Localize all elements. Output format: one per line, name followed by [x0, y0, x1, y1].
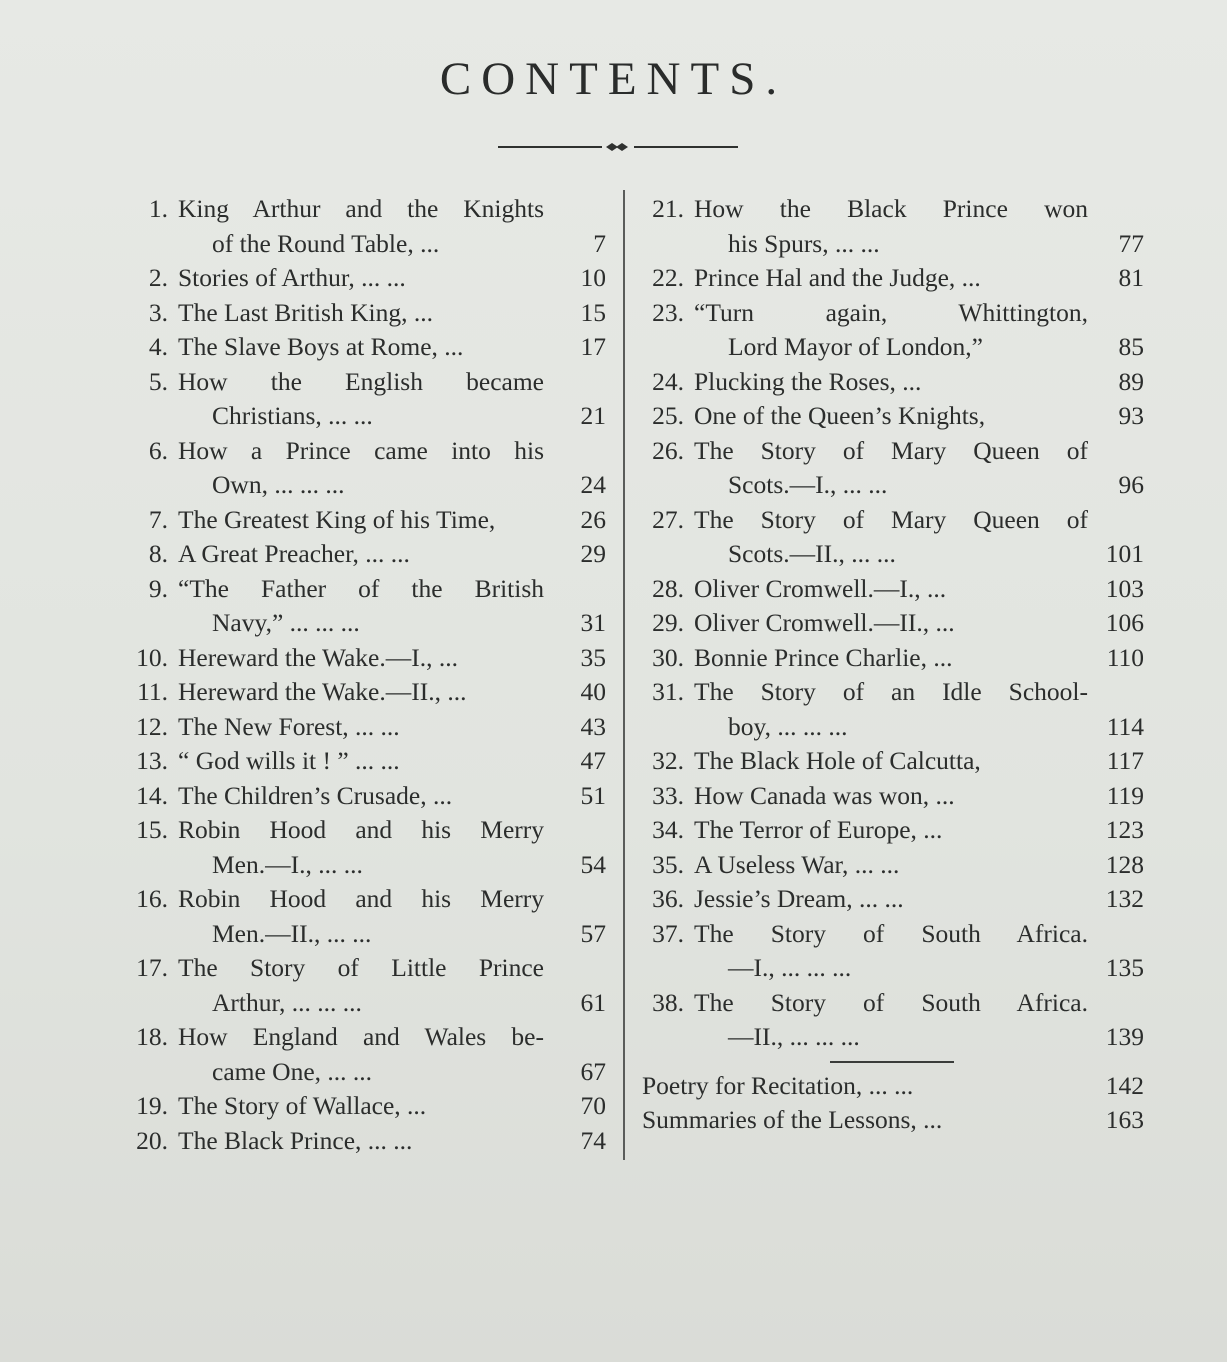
entry-page-number: 26	[580, 504, 606, 534]
page-title: CONTENTS.	[439, 53, 788, 105]
entry-page-number: 31	[580, 608, 606, 637]
toc-entry	[632, 986, 1144, 1055]
entry-page-number: 135	[1105, 953, 1144, 982]
entry-title-line: How a Prince came into his	[178, 435, 544, 465]
entry-page-number: 110	[1106, 642, 1144, 672]
entry-number: 35.	[652, 849, 684, 879]
entry-number: 14.	[136, 780, 168, 810]
entry-page-number: 51	[580, 780, 606, 810]
entry-number: 34.	[652, 815, 684, 844]
toc-entry	[112, 779, 606, 814]
toc-entry	[112, 330, 606, 365]
toc-entry	[112, 537, 606, 572]
entry-number: 27.	[652, 504, 684, 534]
entry-page-number: 81	[1118, 263, 1144, 292]
entry-page-number: 21	[580, 401, 606, 430]
entry-number: 16.	[136, 884, 168, 913]
entry-title-line: The Story of Wallace, ...	[178, 1091, 427, 1120]
entry-title-line: The Story of Mary Queen of	[694, 504, 1088, 534]
entry-page-number: 29	[580, 539, 606, 568]
entry-page-number: 54	[580, 849, 606, 879]
entry-title-line: Poetry for Recitation, ... ...	[642, 1070, 914, 1100]
entry-title-line: his Spurs, ... ...	[728, 228, 880, 258]
entry-number: 1.	[148, 194, 168, 223]
entry-page-number: 74	[580, 1125, 606, 1155]
toc-entry	[632, 192, 1144, 261]
entry-number: 33.	[652, 780, 684, 810]
entry-page-number: 10	[580, 263, 606, 292]
entry-page-number: 24	[580, 470, 606, 499]
entry-title-line: How England and Wales be-	[178, 1022, 544, 1051]
entry-number: 3.	[148, 297, 168, 327]
toc-entry	[112, 710, 606, 745]
contents-right-column	[632, 192, 1144, 1138]
entry-page-number: 67	[580, 1056, 606, 1086]
entry-page-number: 128	[1105, 849, 1144, 879]
entry-title-line: of the Round Table, ...	[212, 228, 440, 258]
entry-title-line: How the Black Prince won	[694, 194, 1088, 223]
entry-page-number: 163	[1105, 1105, 1144, 1134]
ornament-divider-icon	[498, 140, 738, 154]
toc-entry	[112, 572, 606, 641]
entry-page-number: 17	[580, 332, 606, 361]
entry-title-line: The Black Prince, ... ...	[178, 1125, 413, 1155]
entry-page-number: 119	[1106, 780, 1144, 810]
entry-title-line: The Last British King, ...	[178, 297, 433, 327]
toc-entry	[632, 503, 1144, 572]
entry-number: 24.	[652, 366, 684, 396]
entry-number: 32.	[652, 746, 684, 775]
entry-page-number: 142	[1105, 1070, 1144, 1100]
entry-title-line: Own, ... ... ...	[212, 470, 345, 499]
entry-number: 15.	[136, 815, 168, 844]
entry-title-line: The Children’s Crusade, ...	[178, 780, 453, 810]
entry-page-number: 103	[1105, 573, 1144, 603]
entry-title-line: Prince Hal and the Judge, ...	[694, 263, 981, 292]
entry-number: 30.	[652, 642, 684, 672]
entry-title-line: Scots.—I., ... ...	[728, 470, 888, 499]
toc-entry	[632, 434, 1144, 503]
entry-number: 17.	[136, 953, 168, 982]
entry-number: 18.	[136, 1022, 168, 1051]
entry-number: 22.	[652, 263, 684, 292]
entry-page-number: 70	[580, 1091, 606, 1120]
entry-page-number: 132	[1105, 884, 1144, 913]
entry-title-line: Oliver Cromwell.—II., ...	[694, 608, 955, 637]
toc-entry	[632, 606, 1144, 641]
toc-entry	[632, 399, 1144, 434]
entry-title-line: “The Father of the British	[178, 573, 544, 603]
entry-title-line: The Terror of Europe, ...	[694, 815, 943, 844]
entry-number: 19.	[136, 1091, 168, 1120]
column-divider	[623, 190, 625, 1160]
entry-page-number: 35	[580, 642, 606, 672]
entry-title-line: Jessie’s Dream, ... ...	[694, 884, 904, 913]
toc-entry	[632, 365, 1144, 400]
entry-title-line: came One, ... ...	[212, 1056, 373, 1086]
entry-number: 6.	[148, 435, 168, 465]
entry-number: 5.	[148, 366, 168, 396]
toc-entry	[112, 641, 606, 676]
entry-title-line: Lord Mayor of London,”	[728, 332, 983, 361]
entry-number: 26.	[652, 435, 684, 465]
entry-title-line: Hereward the Wake.—I., ...	[178, 642, 458, 672]
toc-entry	[112, 434, 606, 503]
entry-title-line: —II., ... ... ...	[728, 1022, 860, 1051]
entry-number: 13.	[136, 746, 168, 775]
entry-page-number: 77	[1118, 228, 1144, 258]
entry-title-line: Bonnie Prince Charlie, ...	[694, 642, 953, 672]
entry-number: 12.	[136, 711, 168, 741]
entry-number: 11.	[137, 677, 168, 706]
entry-title-line: Robin Hood and his Merry	[178, 815, 544, 844]
entry-title-line: A Great Preacher, ... ...	[178, 539, 410, 568]
entry-page-number: 40	[580, 677, 606, 706]
toc-entry	[632, 813, 1144, 848]
entry-number: 29.	[652, 608, 684, 637]
entry-title-line: King Arthur and the Knights	[178, 194, 544, 223]
entry-page-number: 15	[580, 297, 606, 327]
toc-entry	[112, 261, 606, 296]
entry-title-line: One of the Queen’s Knights,	[694, 401, 986, 430]
toc-entry	[632, 641, 1144, 676]
entry-title-line: How Canada was won, ...	[694, 780, 955, 810]
entry-number: 36.	[652, 884, 684, 913]
toc-entry	[632, 779, 1144, 814]
entry-number: 10.	[136, 642, 168, 672]
toc-entry	[632, 1069, 1144, 1104]
toc-entry	[632, 917, 1144, 986]
entry-page-number: 61	[580, 987, 606, 1017]
entry-title-line: The Black Hole of Calcutta,	[694, 746, 981, 775]
entry-title-line: Christians, ... ...	[212, 401, 373, 430]
toc-entry	[112, 882, 606, 951]
toc-entry	[632, 296, 1144, 365]
entry-page-number: 43	[580, 711, 606, 741]
entry-number: 38.	[652, 987, 684, 1017]
entry-title-line: Arthur, ... ... ...	[212, 987, 362, 1017]
entry-number: 4.	[148, 332, 168, 361]
entry-title-line: Scots.—II., ... ...	[728, 539, 896, 568]
entry-page-number: 139	[1105, 1022, 1144, 1051]
entry-page-number: 85	[1118, 332, 1144, 361]
entry-page-number: 89	[1118, 366, 1144, 396]
entry-title-line: The Story of South Africa.	[694, 918, 1088, 948]
toc-entry	[632, 261, 1144, 296]
entry-title-line: “ God wills it ! ” ... ...	[178, 746, 400, 775]
entry-number: 7.	[148, 504, 168, 534]
toc-entry	[632, 848, 1144, 883]
section-rule	[830, 1061, 954, 1063]
entry-title-line: Stories of Arthur, ... ...	[178, 263, 406, 292]
entry-title-line: Hereward the Wake.—II., ...	[178, 677, 467, 706]
entry-title-line: “Turn again, Whittington,	[694, 297, 1088, 327]
toc-entry	[112, 365, 606, 434]
toc-entry	[112, 1089, 606, 1124]
entry-title-line: boy, ... ... ...	[728, 711, 848, 741]
toc-entry	[632, 675, 1144, 744]
entry-title-line: The New Forest, ... ...	[178, 711, 400, 741]
entry-number: 31.	[652, 677, 684, 706]
entry-title-line: A Useless War, ... ...	[694, 849, 900, 879]
toc-entry	[112, 296, 606, 331]
entry-page-number: 47	[580, 746, 606, 775]
entry-title-line: —I., ... ... ...	[728, 953, 852, 982]
entry-title-line: The Story of Little Prince	[178, 953, 544, 982]
entry-page-number: 117	[1106, 746, 1144, 775]
entry-number: 2.	[148, 263, 168, 292]
entry-title-line: Oliver Cromwell.—I., ...	[694, 573, 947, 603]
toc-entry	[632, 882, 1144, 917]
entry-title-line: The Slave Boys at Rome, ...	[178, 332, 464, 361]
toc-entry	[112, 1020, 606, 1089]
toc-entry	[112, 951, 606, 1020]
entry-number: 9.	[148, 573, 168, 603]
entry-number: 37.	[652, 918, 684, 948]
entry-title-line: Plucking the Roses, ...	[694, 366, 922, 396]
entry-page-number: 101	[1105, 539, 1144, 568]
entry-title-line: Men.—II., ... ...	[212, 918, 372, 948]
entry-title-line: Robin Hood and his Merry	[178, 884, 544, 913]
entry-number: 23.	[652, 297, 684, 327]
entry-number: 8.	[148, 539, 168, 568]
entry-title-line: The Greatest King of his Time,	[178, 504, 496, 534]
entry-page-number: 114	[1106, 711, 1144, 741]
entry-page-number: 123	[1105, 815, 1144, 844]
entry-page-number: 106	[1105, 608, 1144, 637]
entry-page-number: 57	[580, 918, 606, 948]
toc-entry	[112, 503, 606, 538]
toc-entry	[632, 1103, 1144, 1138]
entry-title-line: How the English became	[178, 366, 544, 396]
entry-number: 28.	[652, 573, 684, 603]
toc-entry	[112, 813, 606, 882]
contents-left-column	[112, 192, 606, 1158]
entry-page-number: 7	[593, 228, 606, 258]
toc-entry	[112, 1124, 606, 1159]
entry-number: 25.	[652, 401, 684, 430]
entry-number: 20.	[136, 1125, 168, 1155]
toc-entry	[112, 744, 606, 779]
toc-entry	[632, 572, 1144, 607]
entry-title-line: Summaries of the Lessons, ...	[642, 1105, 943, 1134]
entry-page-number: 96	[1118, 470, 1144, 499]
toc-entry	[112, 192, 606, 261]
toc-entry	[112, 675, 606, 710]
entry-title-line: The Story of South Africa.	[694, 987, 1088, 1017]
entry-number: 21.	[652, 194, 684, 223]
entry-title-line: Men.—I., ... ...	[212, 849, 363, 879]
entry-title-line: The Story of an Idle School-	[694, 677, 1088, 706]
entry-title-line: The Story of Mary Queen of	[694, 435, 1088, 465]
entry-title-line: Navy,” ... ... ...	[212, 608, 360, 637]
toc-entry	[632, 744, 1144, 779]
entry-page-number: 93	[1118, 401, 1144, 430]
